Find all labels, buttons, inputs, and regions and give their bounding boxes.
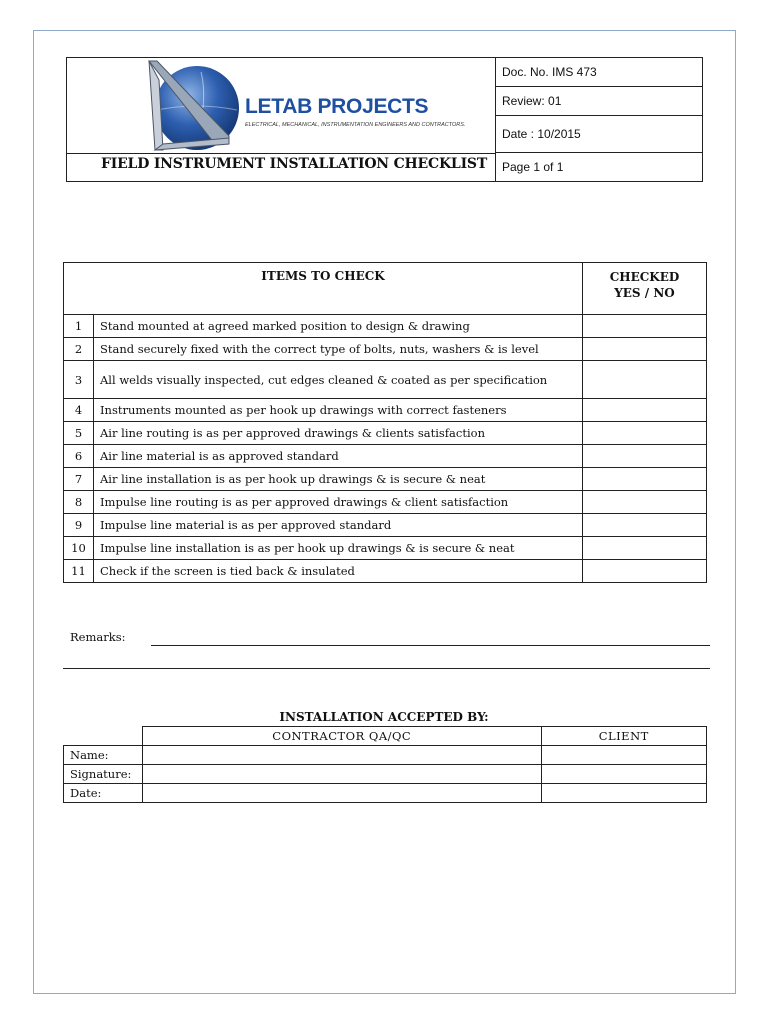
item-text: Stand securely fixed with the correct type of bolts, nuts, washers & is level (94, 338, 583, 361)
item-text: Air line routing is as per approved drawings & clients satisfaction (94, 422, 583, 445)
checklist-row (64, 315, 707, 338)
remarks-label: Remarks: (70, 630, 126, 644)
checklist-row (64, 422, 707, 445)
doc-date: Date : 10/2015 (496, 116, 703, 153)
checked-cell[interactable] (583, 399, 707, 422)
item-number: 10 (64, 537, 94, 560)
checklist-row (64, 468, 707, 491)
signature-label: Signature: (64, 765, 143, 784)
item-number: 6 (64, 445, 94, 468)
remarks-line[interactable] (151, 645, 710, 646)
checked-cell[interactable] (583, 560, 707, 583)
doc-number: Doc. No. IMS 473 (496, 58, 703, 87)
item-text: Air line material is as approved standard (94, 445, 583, 468)
name-row (64, 746, 707, 765)
item-number: 9 (64, 514, 94, 537)
globe-logo-icon (145, 58, 245, 153)
checklist-row (64, 514, 707, 537)
brand-name: LETAB PROJECTS (245, 95, 429, 118)
blank-corner (64, 727, 143, 746)
checked-cell[interactable] (583, 537, 707, 560)
item-number: 2 (64, 338, 94, 361)
checklist-row (64, 537, 707, 560)
checklist-header-row (64, 263, 707, 315)
item-number: 7 (64, 468, 94, 491)
checked-cell[interactable] (583, 315, 707, 338)
item-number: 11 (64, 560, 94, 583)
name-label: Name: (64, 746, 143, 765)
checked-cell[interactable] (583, 361, 707, 399)
checked-header-line1: CHECKED (609, 270, 680, 284)
contractor-signature-field[interactable] (143, 765, 542, 784)
item-number: 4 (64, 399, 94, 422)
item-text: Stand mounted at agreed marked position to design & drawing (94, 315, 583, 338)
client-name-field[interactable] (541, 746, 706, 765)
contractor-name-field[interactable] (143, 746, 542, 765)
title-cell (67, 153, 495, 182)
checked-header (583, 263, 707, 315)
checked-cell[interactable] (583, 338, 707, 361)
checklist-row (64, 399, 707, 422)
review-number: Review: 01 (496, 87, 703, 116)
checked-cell[interactable] (583, 514, 707, 537)
checklist-row (64, 338, 707, 361)
document-header (66, 57, 703, 182)
document-title: FIELD INSTRUMENT INSTALLATION CHECKLIST (101, 156, 488, 172)
checklist-row (64, 491, 707, 514)
company-logo (67, 58, 495, 153)
brand-tagline: ELECTRICAL, MECHANICAL, INSTRUMENTATION ENGINEERS AND CONTRACTORS. (245, 122, 466, 128)
item-number: 5 (64, 422, 94, 445)
checked-cell[interactable] (583, 422, 707, 445)
client-header: CLIENT (541, 727, 706, 746)
acceptance-title: INSTALLATION ACCEPTED BY: (279, 710, 489, 724)
page-number: Page 1 of 1 (502, 160, 564, 174)
item-text: Impulse line routing is as per approved drawings & client satisfaction (94, 491, 583, 514)
item-text: Impulse line material is as per approved standard (94, 514, 583, 537)
document-meta (495, 58, 703, 181)
remarks-line[interactable] (63, 668, 710, 669)
client-signature-field[interactable] (541, 765, 706, 784)
contractor-header: CONTRACTOR QA/QC (143, 727, 542, 746)
client-date-field[interactable] (541, 784, 706, 803)
signature-row (64, 765, 707, 784)
item-text: Instruments mounted as per hook up drawings with correct fasteners (94, 399, 583, 422)
acceptance-table (63, 726, 707, 803)
item-text: Air line installation is as per hook up drawings & is secure & neat (94, 468, 583, 491)
checklist-row (64, 445, 707, 468)
checked-cell[interactable] (583, 468, 707, 491)
item-text: Check if the screen is tied back & insulated (94, 560, 583, 583)
checked-cell[interactable] (583, 491, 707, 514)
date-label: Date: (64, 784, 143, 803)
item-number: 3 (64, 361, 94, 399)
items-to-check-header: ITEMS TO CHECK (64, 263, 583, 315)
checked-header-line2: YES / NO (614, 286, 675, 300)
contractor-date-field[interactable] (143, 784, 542, 803)
checklist-table (63, 262, 707, 583)
item-text: Impulse line installation is as per hook up drawings & is secure & neat (94, 537, 583, 560)
item-text: All welds visually inspected, cut edges cleaned & coated as per specification (94, 361, 583, 399)
acceptance-header-row (64, 727, 707, 746)
item-number: 8 (64, 491, 94, 514)
checklist-row (64, 361, 707, 399)
checklist-row (64, 560, 707, 583)
checked-cell[interactable] (583, 445, 707, 468)
date-row (64, 784, 707, 803)
item-number: 1 (64, 315, 94, 338)
